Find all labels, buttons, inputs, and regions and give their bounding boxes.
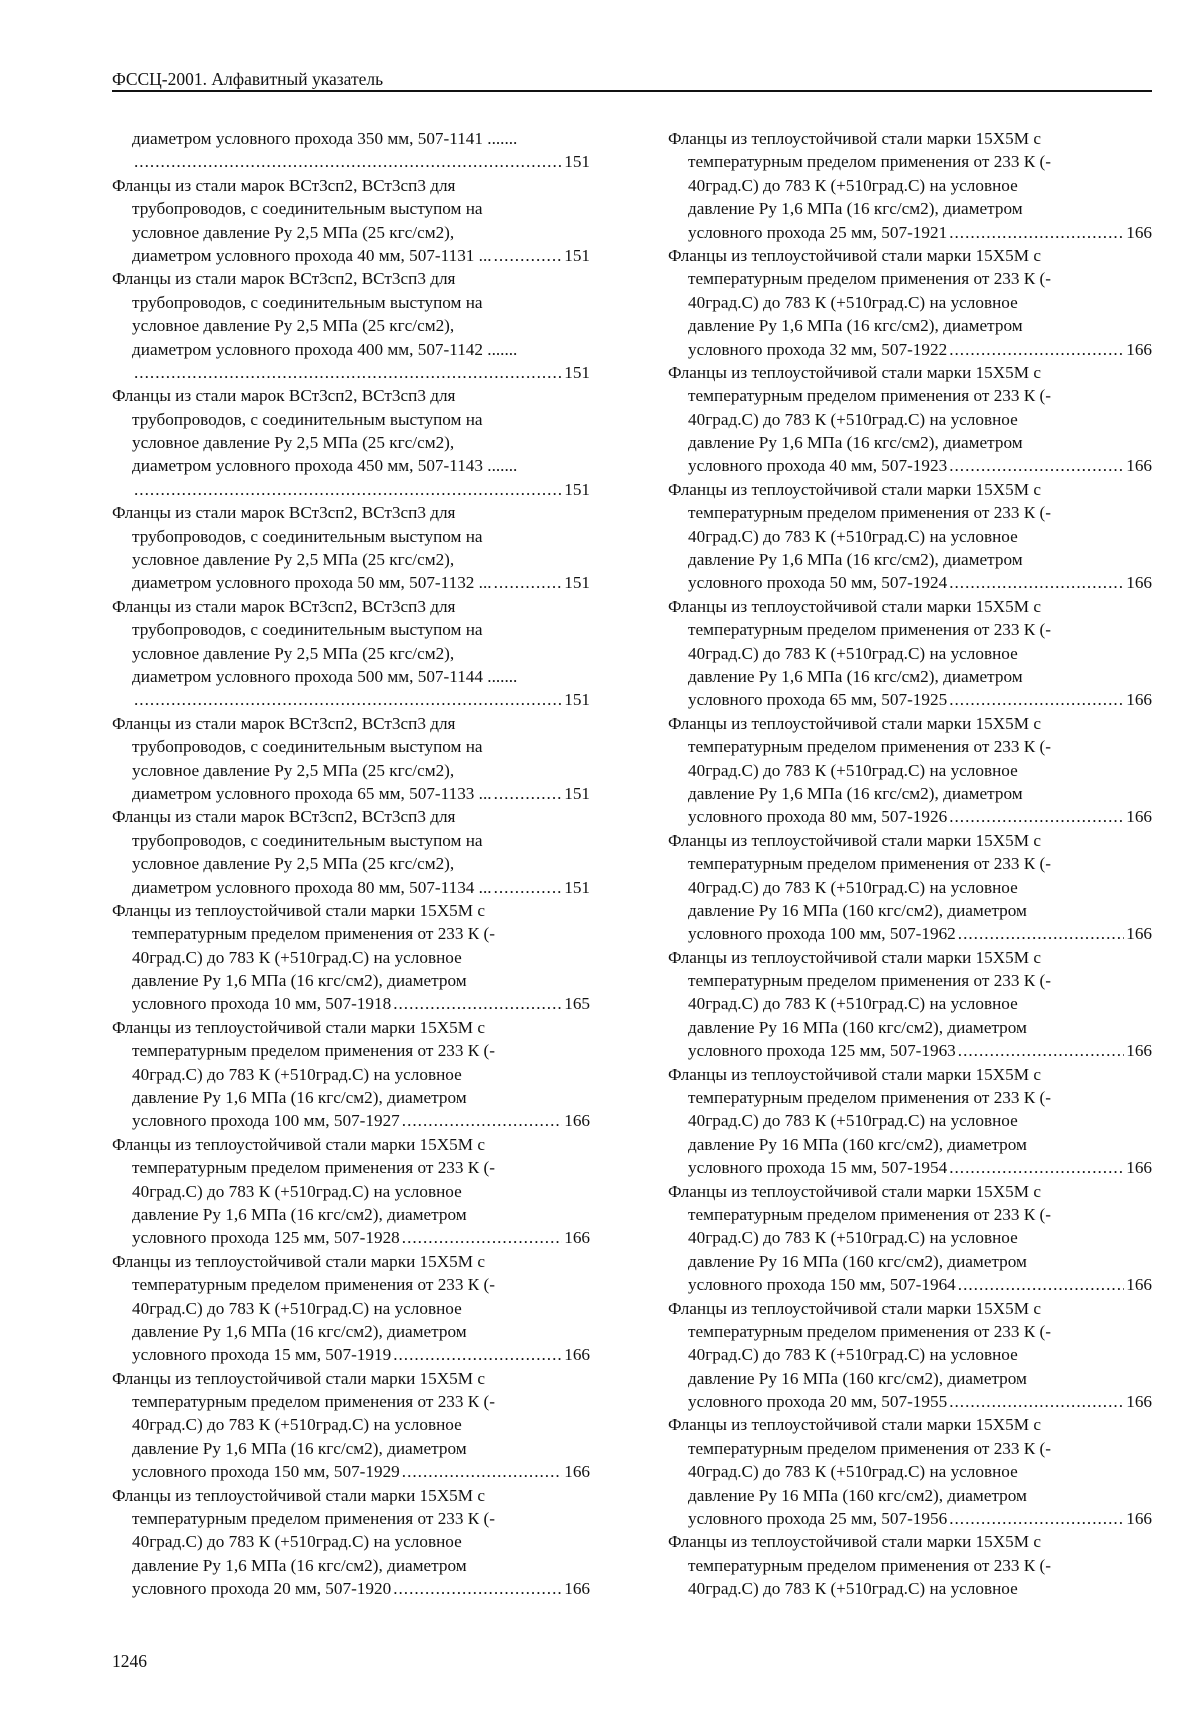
dot-leader — [949, 221, 1124, 244]
entry-page-ref: 151 — [564, 573, 590, 593]
entry-leader-text: диаметром условного прохода 40 мм, 507-1131 ... — [132, 245, 492, 265]
entry-leader-line — [668, 571, 1152, 594]
index-entry — [112, 1250, 590, 1367]
entry-line: 40град.С) до 783 К (+510град.С) на условное — [132, 1532, 462, 1552]
entry-line: 40град.С) до 783 К (+510град.С) на условное — [688, 1228, 1018, 1248]
entry-line: 40град.С) до 783 К (+510град.С) на условное — [688, 1345, 1018, 1365]
entry-line: давление Ру 1,6 МПа (16 кгс/см2), диаметром — [132, 971, 467, 991]
dot-leader — [949, 338, 1124, 361]
entry-line: температурным пределом применения от 233 К (- — [688, 854, 1051, 874]
index-entry — [112, 1133, 590, 1250]
dot-leader — [949, 1156, 1124, 1179]
entry-line: температурным пределом применения от 233 К (- — [688, 737, 1051, 757]
entry-page-ref: 166 — [564, 1579, 590, 1599]
index-entry — [668, 1297, 1152, 1414]
entry-leader-line — [668, 805, 1152, 828]
entry-line: температурным пределом применения от 233 К (- — [132, 1158, 495, 1178]
dot-leader — [494, 571, 563, 594]
entry-leader-text: условного прохода 20 мм, 507-1955 — [688, 1392, 948, 1412]
entry-leader-line — [668, 922, 1152, 945]
entry-heading-line: Фланцы из теплоустойчивой стали марки 15Х5М с — [668, 1532, 1041, 1552]
entry-line: температурным пределом применения от 233 К (- — [688, 269, 1051, 289]
index-entry — [112, 384, 590, 501]
dot-leader — [393, 1577, 562, 1600]
entry-leader-line — [668, 454, 1152, 477]
entry-line: условное давление Ру 2,5 МПа (25 кгс/см2), — [132, 433, 455, 453]
entry-line: давление Ру 16 МПа (160 кгс/см2), диаметром — [688, 1134, 1027, 1154]
entry-leader-text: диаметром условного прохода 65 мм, 507-1133 ... — [132, 783, 492, 803]
entry-line: трубопроводов, с соединительным выступом на — [132, 620, 483, 640]
dot-leader — [949, 805, 1124, 828]
entry-heading-line: Фланцы из теплоустойчивой стали марки 15Х5М с — [112, 1485, 485, 1505]
entry-line: 40град.С) до 783 К (+510град.С) на условное — [132, 1064, 462, 1084]
entry-line: температурным пределом применения от 233 К (- — [132, 1509, 495, 1529]
index-column-left — [112, 127, 590, 1601]
entry-leader-line — [668, 221, 1152, 244]
entry-leader-line — [668, 338, 1152, 361]
entry-page-ref: 166 — [1126, 222, 1152, 242]
entry-line: давление Ру 1,6 МПа (16 кгс/см2), диаметром — [688, 666, 1023, 686]
entry-page-ref: 165 — [564, 994, 590, 1014]
entry-heading-line: Фланцы из теплоустойчивой стали марки 15Х5М с — [112, 1017, 485, 1037]
index-entry — [668, 1413, 1152, 1530]
entry-line: диаметром условного прохода 350 мм, 507-1141 ....... — [132, 129, 518, 148]
entry-page-ref: 166 — [1126, 1275, 1152, 1295]
index-entry — [112, 127, 590, 174]
entry-line: трубопроводов, с соединительным выступом на — [132, 737, 483, 757]
entry-heading-line: Фланцы из стали марок ВСт3сп2, ВСт3сп3 для — [112, 596, 456, 616]
index-entry — [668, 478, 1152, 595]
entry-leader-text: диаметром условного прохода 50 мм, 507-1132 ... — [132, 573, 492, 593]
entry-leader-line — [112, 1109, 590, 1132]
entry-leader-text: условного прохода 25 мм, 507-1921 — [688, 222, 948, 242]
entry-line: диаметром условного прохода 450 мм, 507-1143 ....... — [132, 456, 518, 476]
index-entry — [112, 1484, 590, 1601]
dot-leader — [494, 782, 563, 805]
entry-line: температурным пределом применения от 233 К (- — [132, 1392, 495, 1412]
entry-line: 40град.С) до 783 К (+510град.С) на условное — [688, 1462, 1018, 1482]
entry-leader-line — [668, 1273, 1152, 1296]
entry-page-ref: 166 — [1126, 690, 1152, 710]
index-column-right — [668, 127, 1152, 1601]
dot-leader — [949, 571, 1124, 594]
entry-line: температурным пределом применения от 233 К (- — [688, 1321, 1051, 1341]
entry-heading-line: Фланцы из стали марок ВСт3сп2, ВСт3сп3 для — [112, 269, 456, 289]
index-entry — [668, 1063, 1152, 1180]
page-number: 1246 — [112, 1651, 147, 1671]
index-entry — [112, 174, 590, 268]
entry-leader-line — [668, 1039, 1152, 1062]
dot-leader — [949, 688, 1124, 711]
index-entry — [668, 946, 1152, 1063]
entry-line: 40град.С) до 783 К (+510град.С) на условное — [688, 877, 1018, 897]
dot-leader — [958, 1039, 1124, 1062]
entry-page-ref: 166 — [1126, 1041, 1152, 1061]
entry-heading-line: Фланцы из теплоустойчивой стали марки 15Х5М с — [668, 947, 1041, 967]
entry-page-ref: 166 — [1126, 339, 1152, 359]
entry-line: 40град.С) до 783 К (+510град.С) на условное — [688, 760, 1018, 780]
entry-line: давление Ру 1,6 МПа (16 кгс/см2), диаметром — [688, 433, 1023, 453]
entry-line: температурным пределом применения от 233 К (- — [688, 386, 1051, 406]
entry-line: давление Ру 16 МПа (160 кгс/см2), диаметром — [688, 1368, 1027, 1388]
index-entry — [668, 361, 1152, 478]
entry-leader-text: условного прохода 65 мм, 507-1925 — [688, 690, 948, 710]
entry-page-ref: 166 — [1126, 924, 1152, 944]
entry-heading-line: Фланцы из теплоустойчивой стали марки 15Х5М с — [668, 129, 1041, 148]
dot-leader — [134, 478, 562, 501]
entry-line: диаметром условного прохода 500 мм, 507-1144 ....... — [132, 666, 518, 686]
entry-leader-line — [112, 992, 590, 1015]
dot-leader — [393, 1343, 562, 1366]
entry-leader-text: условного прохода 100 мм, 507-1962 — [688, 924, 956, 944]
entry-page-ref: 166 — [1126, 807, 1152, 827]
running-header — [112, 68, 1152, 92]
entry-page-ref: 166 — [1126, 573, 1152, 593]
entry-leader-line — [112, 361, 590, 384]
entry-line: давление Ру 16 МПа (160 кгс/см2), диаметром — [688, 1017, 1027, 1037]
index-entry — [112, 712, 590, 806]
entry-page-ref: 151 — [564, 245, 590, 265]
dot-leader — [958, 1273, 1124, 1296]
entry-line: давление Ру 1,6 МПа (16 кгс/см2), диаметром — [688, 783, 1023, 803]
entry-heading-line: Фланцы из теплоустойчивой стали марки 15Х5М с — [668, 1298, 1041, 1318]
index-entry — [668, 829, 1152, 946]
entry-line: условное давление Ру 2,5 МПа (25 кгс/см2), — [132, 550, 455, 570]
entry-leader-text: диаметром условного прохода 80 мм, 507-1134 ... — [132, 877, 492, 897]
entry-line: 40град.С) до 783 К (+510град.С) на условное — [688, 994, 1018, 1014]
entry-leader-text: условного прохода 50 мм, 507-1924 — [688, 573, 948, 593]
entry-line: температурным пределом применения от 233 К (- — [688, 971, 1051, 991]
entry-heading-line: Фланцы из теплоустойчивой стали марки 15Х5М с — [668, 1181, 1041, 1201]
entry-page-ref: 166 — [564, 1462, 590, 1482]
entry-heading-line: Фланцы из стали марок ВСт3сп2, ВСт3сп3 для — [112, 386, 456, 406]
entry-leader-text: условного прохода 15 мм, 507-1919 — [132, 1345, 392, 1365]
entry-line: 40град.С) до 783 К (+510град.С) на условное — [688, 526, 1018, 546]
entry-line: давление Ру 1,6 МПа (16 кгс/см2), диаметром — [132, 1321, 467, 1341]
entry-page-ref: 166 — [1126, 1392, 1152, 1412]
entry-leader-text: условного прохода 32 мм, 507-1922 — [688, 339, 948, 359]
entry-line: трубопроводов, с соединительным выступом на — [132, 409, 483, 429]
entry-line: температурным пределом применения от 233 К (- — [688, 1088, 1051, 1108]
entry-page-ref: 166 — [564, 1345, 590, 1365]
index-entry — [112, 595, 590, 712]
entry-line: давление Ру 1,6 МПа (16 кгс/см2), диаметром — [132, 1438, 467, 1458]
entry-heading-line: Фланцы из стали марок ВСт3сп2, ВСт3сп3 для — [112, 503, 456, 523]
entry-leader-line — [112, 1343, 590, 1366]
entry-heading-line: Фланцы из теплоустойчивой стали марки 15Х5М с — [112, 900, 485, 920]
entry-line: температурным пределом применения от 233 К (- — [688, 1204, 1051, 1224]
entry-leader-line — [112, 244, 590, 267]
index-entry — [668, 244, 1152, 361]
entry-line: условное давление Ру 2,5 МПа (25 кгс/см2), — [132, 316, 455, 336]
header-title: ФССЦ-2001. Алфавитный указатель — [112, 69, 384, 89]
entry-page-ref: 151 — [564, 783, 590, 803]
entry-page-ref: 151 — [564, 690, 590, 710]
entry-line: температурным пределом применения от 233 К (- — [132, 924, 495, 944]
dot-leader — [402, 1226, 562, 1249]
dot-leader — [402, 1460, 562, 1483]
index-entry — [668, 712, 1152, 829]
entry-leader-line — [112, 688, 590, 711]
entry-heading-line: Фланцы из теплоустойчивой стали марки 15Х5М с — [112, 1251, 485, 1271]
entry-line: давление Ру 1,6 МПа (16 кгс/см2), диаметром — [688, 199, 1023, 219]
entry-line: 40град.С) до 783 К (+510град.С) на условное — [688, 643, 1018, 663]
entry-line: давление Ру 16 МПа (160 кгс/см2), диаметром — [688, 900, 1027, 920]
entry-leader-line — [112, 478, 590, 501]
entry-line: давление Ру 1,6 МПа (16 кгс/см2), диаметром — [132, 1088, 467, 1108]
entry-leader-text: условного прохода 125 мм, 507-1928 — [132, 1228, 400, 1248]
entry-line: 40град.С) до 783 К (+510град.С) на условное — [688, 409, 1018, 429]
index-entry — [112, 899, 590, 1016]
entry-leader-line — [112, 1460, 590, 1483]
entry-leader-line — [112, 782, 590, 805]
dot-leader — [402, 1109, 562, 1132]
entry-leader-line — [668, 1390, 1152, 1413]
index-entry — [668, 1530, 1152, 1600]
entry-leader-line — [112, 571, 590, 594]
entry-page-ref: 166 — [564, 1228, 590, 1248]
entry-heading-line: Фланцы из теплоустойчивой стали марки 15Х5М с — [668, 245, 1041, 265]
entry-line: трубопроводов, с соединительным выступом на — [132, 830, 483, 850]
entry-line: 40град.С) до 783 К (+510град.С) на условное — [132, 947, 462, 967]
entry-leader-text: условного прохода 40 мм, 507-1923 — [688, 456, 948, 476]
entry-heading-line: Фланцы из стали марок ВСт3сп2, ВСт3сп3 для — [112, 175, 456, 195]
entry-line: давление Ру 1,6 МПа (16 кгс/см2), диаметром — [132, 1555, 467, 1575]
entry-line: температурным пределом применения от 233 К (- — [688, 620, 1051, 640]
entry-heading-line: Фланцы из теплоустойчивой стали марки 15Х5М с — [668, 713, 1041, 733]
entry-line: 40град.С) до 783 К (+510град.С) на условное — [132, 1181, 462, 1201]
entry-heading-line: Фланцы из стали марок ВСт3сп2, ВСт3сп3 для — [112, 807, 456, 827]
entry-page-ref: 151 — [564, 152, 590, 172]
index-entry — [668, 127, 1152, 244]
entry-line: давление Ру 16 МПа (160 кгс/см2), диаметром — [688, 1251, 1027, 1271]
entry-leader-line — [112, 150, 590, 173]
entry-line: условное давление Ру 2,5 МПа (25 кгс/см2), — [132, 854, 455, 874]
entry-page-ref: 151 — [564, 362, 590, 382]
entry-line: условное давление Ру 2,5 МПа (25 кгс/см2), — [132, 760, 455, 780]
entry-heading-line: Фланцы из теплоустойчивой стали марки 15Х5М с — [112, 1368, 485, 1388]
dot-leader — [494, 244, 563, 267]
entry-leader-line — [112, 1226, 590, 1249]
entry-leader-text: условного прохода 25 мм, 507-1956 — [688, 1509, 948, 1529]
entry-line: давление Ру 1,6 МПа (16 кгс/см2), диаметром — [132, 1204, 467, 1224]
index-entry — [112, 805, 590, 899]
entry-page-ref: 151 — [564, 877, 590, 897]
entry-heading-line: Фланцы из теплоустойчивой стали марки 15Х5М с — [668, 362, 1041, 382]
index-entry — [112, 1016, 590, 1133]
entry-line: 40град.С) до 783 К (+510град.С) на условное — [132, 1298, 462, 1318]
entry-line: 40град.С) до 783 К (+510град.С) на условное — [688, 292, 1018, 312]
dot-leader — [393, 992, 562, 1015]
entry-line: трубопроводов, с соединительным выступом на — [132, 199, 483, 219]
dot-leader — [134, 688, 562, 711]
entry-page-ref: 166 — [1126, 1158, 1152, 1178]
dot-leader — [949, 1507, 1124, 1530]
entry-heading-line: Фланцы из теплоустойчивой стали марки 15Х5М с — [668, 1064, 1041, 1084]
entry-line: трубопроводов, с соединительным выступом на — [132, 292, 483, 312]
entry-line: 40град.С) до 783 К (+510град.С) на условное — [688, 175, 1018, 195]
entry-heading-line: Фланцы из теплоустойчивой стали марки 15Х5М с — [668, 479, 1041, 499]
dot-leader — [949, 1390, 1124, 1413]
entry-heading-line: Фланцы из стали марок ВСт3сп2, ВСт3сп3 для — [112, 713, 456, 733]
entry-page-ref: 166 — [1126, 1509, 1152, 1529]
entry-leader-line — [112, 876, 590, 899]
index-entry — [668, 595, 1152, 712]
entry-page-ref: 151 — [564, 479, 590, 499]
entry-line: условное давление Ру 2,5 МПа (25 кгс/см2), — [132, 222, 455, 242]
entry-leader-text: условного прохода 15 мм, 507-1954 — [688, 1158, 948, 1178]
entry-line: 40град.С) до 783 К (+510град.С) на условное — [132, 1415, 462, 1435]
entry-leader-line — [668, 1156, 1152, 1179]
entry-page-ref: 166 — [564, 1111, 590, 1131]
index-entry — [668, 1180, 1152, 1297]
dot-leader — [949, 454, 1124, 477]
entry-line: температурным пределом применения от 233 К (- — [688, 1555, 1051, 1575]
entry-line: температурным пределом применения от 233 К (- — [688, 1438, 1051, 1458]
entry-heading-line: Фланцы из теплоустойчивой стали марки 15Х5М с — [112, 1134, 485, 1154]
index-entry — [112, 267, 590, 384]
entry-line: давление Ру 16 МПа (160 кгс/см2), диаметром — [688, 1485, 1027, 1505]
entry-line: трубопроводов, с соединительным выступом на — [132, 526, 483, 546]
dot-leader — [134, 150, 562, 173]
entry-line: температурным пределом применения от 233 К (- — [688, 152, 1051, 172]
entry-leader-line — [668, 1507, 1152, 1530]
entry-line: 40град.С) до 783 К (+510град.С) на условное — [688, 1111, 1018, 1131]
entry-line: давление Ру 1,6 МПа (16 кгс/см2), диаметром — [688, 550, 1023, 570]
entry-line: температурным пределом применения от 233 К (- — [132, 1041, 495, 1061]
entry-leader-text: условного прохода 20 мм, 507-1920 — [132, 1579, 392, 1599]
entry-leader-text: условного прохода 150 мм, 507-1964 — [688, 1275, 956, 1295]
entry-page-ref: 166 — [1126, 456, 1152, 476]
entry-leader-line — [668, 688, 1152, 711]
dot-leader — [134, 361, 562, 384]
dot-leader — [494, 876, 563, 899]
entry-leader-line — [112, 1577, 590, 1600]
entry-line: температурным пределом применения от 233 К (- — [132, 1275, 495, 1295]
entry-line: температурным пределом применения от 233 К (- — [688, 503, 1051, 523]
entry-line: условное давление Ру 2,5 МПа (25 кгс/см2), — [132, 643, 455, 663]
entry-heading-line: Фланцы из теплоустойчивой стали марки 15Х5М с — [668, 596, 1041, 616]
entry-leader-text: условного прохода 80 мм, 507-1926 — [688, 807, 948, 827]
dot-leader — [958, 922, 1124, 945]
entry-heading-line: Фланцы из теплоустойчивой стали марки 15Х5М с — [668, 1415, 1041, 1435]
entry-leader-text: условного прохода 150 мм, 507-1929 — [132, 1462, 400, 1482]
index-entry — [112, 501, 590, 595]
entry-leader-text: условного прохода 100 мм, 507-1927 — [132, 1111, 400, 1131]
entry-leader-text: условного прохода 10 мм, 507-1918 — [132, 994, 392, 1014]
entry-heading-line: Фланцы из теплоустойчивой стали марки 15Х5М с — [668, 830, 1041, 850]
entry-leader-text: условного прохода 125 мм, 507-1963 — [688, 1041, 956, 1061]
index-entry — [112, 1367, 590, 1484]
entry-line: давление Ру 1,6 МПа (16 кгс/см2), диаметром — [688, 316, 1023, 336]
entry-line: 40град.С) до 783 К (+510град.С) на условное — [688, 1579, 1018, 1599]
entry-line: диаметром условного прохода 400 мм, 507-1142 ....... — [132, 339, 518, 359]
